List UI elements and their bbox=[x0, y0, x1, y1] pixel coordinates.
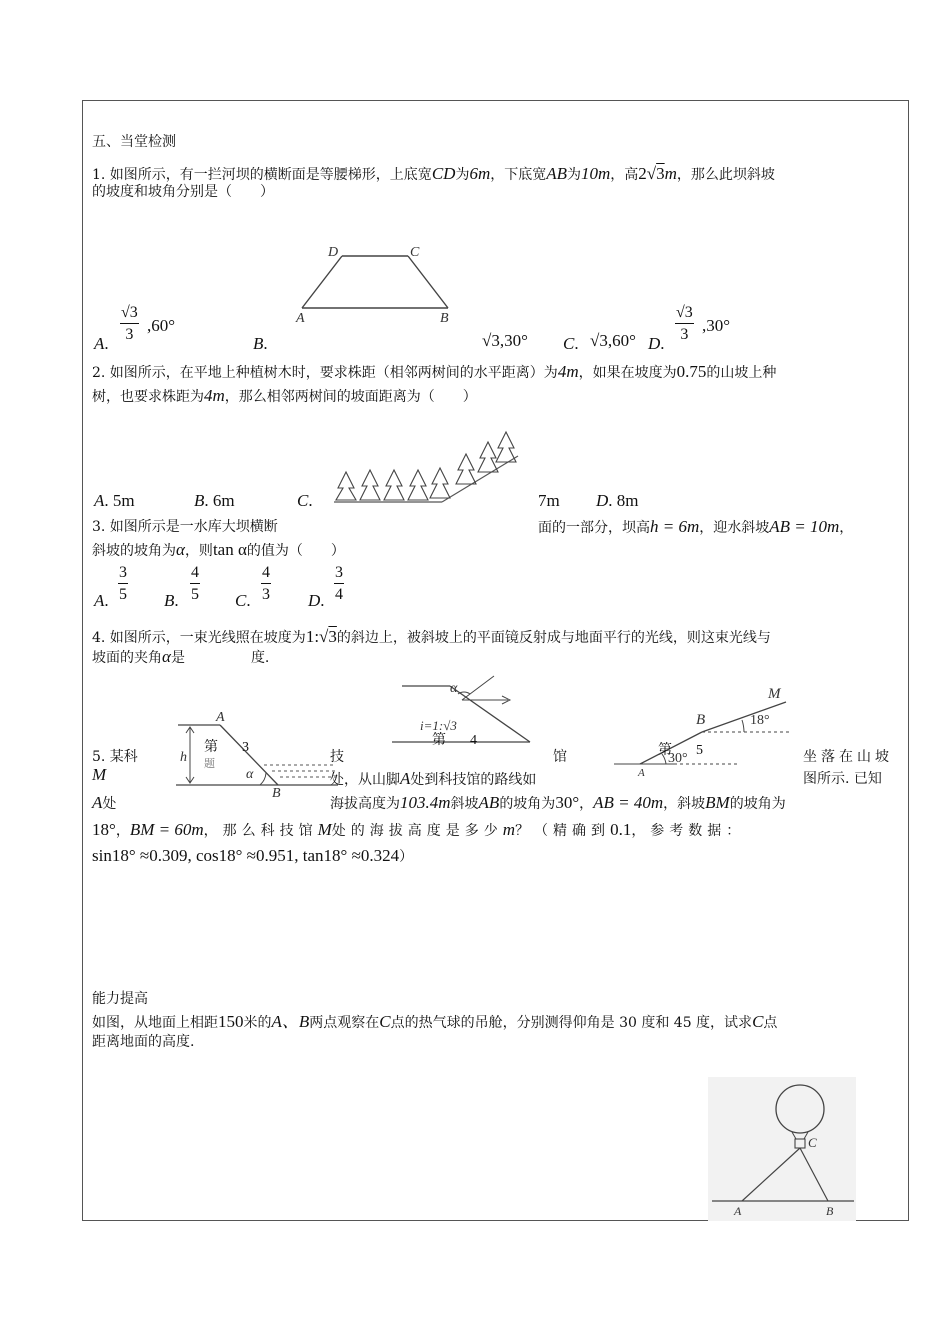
q1-line1: 1. 如图所示，有一拦河坝的横断面是等腰梯形，上底宽CD为6m，下底宽AB为10m，高2√3m，那么此坝斜坡 bbox=[92, 164, 775, 183]
q1-fig-label-b: B bbox=[440, 311, 449, 325]
figure-3-dam bbox=[168, 705, 340, 797]
q4-line2: 坡面的夹角α是 度. bbox=[92, 647, 270, 666]
fig5-label-18: 18° bbox=[750, 713, 770, 728]
q3-option-b-fraction: $\frac{4}{5}$ bbox=[191, 564, 199, 603]
q1-fig-label-a: A bbox=[296, 311, 305, 325]
q1-fig-label-d: D bbox=[328, 245, 339, 260]
q3-line1-right: 面的一部分，坝高h = 6m，迎水斜坡AB = 10m， bbox=[538, 517, 854, 536]
q2-option-c-label[interactable]: C. bbox=[297, 491, 313, 510]
q1-option-a-tail: ,60° bbox=[147, 316, 176, 335]
q5-ref-data: sin18° ≈0.309, cos18° ≈0.951, tan18° ≈0.324） bbox=[92, 846, 414, 865]
q2-ground-slope bbox=[442, 456, 518, 502]
q1-option-b-label[interactable]: B. bbox=[253, 334, 268, 353]
q5-zuoluo: 坐落在山坡 bbox=[803, 749, 893, 765]
q5-line2-right: 图所示. 已知 bbox=[803, 771, 882, 787]
fig3-caption-num: 3 bbox=[242, 740, 249, 755]
q2-line1: 2. 如图所示，在平地上种植树木时，要求株距（相邻两树间的水平距离）为4m，如果在坡度为0.75的山坡上种 bbox=[92, 362, 777, 381]
ability-line1: 如图，从地面上相距150米的A、B两点观察在C点的热气球的吊舱，分别测得仰角是 30 度和 45 度，试求C点 bbox=[92, 1012, 778, 1031]
fig5-caption-num: 5 bbox=[696, 743, 703, 758]
q5-a-chu: A处 bbox=[92, 793, 117, 812]
q1-fig-label-c: C bbox=[410, 245, 420, 260]
section-title: 五、当堂检测 bbox=[92, 134, 176, 150]
fig3-label-b: B bbox=[272, 786, 281, 797]
fig4-label-slope: i=1:√3 bbox=[420, 718, 457, 733]
fig3-label-h: h bbox=[180, 750, 187, 765]
q1-option-b-value: √3,30° bbox=[482, 331, 528, 350]
q5-m-label: M bbox=[92, 765, 107, 784]
fig4-caption: 第 bbox=[432, 733, 446, 748]
q3-option-b-label[interactable]: B. bbox=[164, 591, 179, 610]
q3-line1-left: 3. 如图所示是一水库大坝横断 bbox=[92, 519, 278, 535]
tree-icon bbox=[408, 470, 428, 500]
fig3-caption: 第 bbox=[204, 740, 218, 755]
q5-line3: 海拔高度为103.4m斜坡AB的坡角为30°，AB = 40m，斜坡BM的坡角为 bbox=[330, 793, 786, 812]
ability-title: 能力提高 bbox=[92, 991, 148, 1007]
tree-icon bbox=[496, 432, 516, 462]
q2-option-c-value: 7m bbox=[538, 491, 560, 510]
fig3-label-a: A bbox=[216, 710, 225, 725]
figure-5-slope bbox=[610, 684, 796, 778]
fig3-caption-ti: 题 bbox=[204, 758, 215, 770]
q2-option-a[interactable]: A. 5m bbox=[94, 491, 135, 510]
q5-line2: 处，从山脚A处到科技馆的路线如 bbox=[330, 769, 537, 788]
balloon-label-a: A bbox=[734, 1204, 742, 1218]
q1-line2: 的坡度和坡角分别是（ ） bbox=[92, 184, 274, 200]
tree-icon bbox=[360, 470, 380, 500]
tree-icon bbox=[478, 442, 498, 472]
fig5-label-30: 30° bbox=[668, 751, 688, 766]
q3-option-c-label[interactable]: C. bbox=[235, 591, 251, 610]
q3-option-a-label[interactable]: A. bbox=[94, 591, 109, 610]
balloon-label-c: C bbox=[808, 1135, 817, 1150]
q5-start: 5. 某科 bbox=[92, 749, 138, 765]
q3-line2: 斜坡的坡角为α，则tan α的值为（ ） bbox=[92, 540, 345, 559]
tree-icon bbox=[430, 468, 450, 498]
q2-option-b[interactable]: B. 6m bbox=[194, 491, 235, 510]
q1-trapezoid-figure bbox=[290, 240, 465, 325]
q4-line1: 4. 如图所示，一束光线照在坡度为1:√3的斜边上，被斜坡上的平面镜反射成与地面平行的光线，则这束光线与 bbox=[92, 627, 771, 646]
ability-line2: 距离地面的高度. bbox=[92, 1034, 195, 1050]
q1-option-a-fraction: $\frac{√3}{3}$ bbox=[121, 304, 138, 343]
q3-option-c-fraction: $\frac{4}{3}$ bbox=[262, 564, 270, 603]
q5-line4: 18°，BM = 60m，那么科技馆M处的海拔高度是多少m？（精确到0.1，参考数据： bbox=[92, 820, 746, 839]
fig4-caption-num: 4 bbox=[470, 733, 477, 748]
balloon-label-b: B bbox=[826, 1204, 834, 1218]
q2-option-d[interactable]: D. 8m bbox=[596, 491, 639, 510]
q5-ji: 技 bbox=[330, 749, 344, 765]
q1-trapezoid-right bbox=[408, 256, 448, 308]
fig5-label-a: A bbox=[638, 767, 645, 778]
fig5-label-m: M bbox=[768, 686, 781, 702]
q1-option-a-label[interactable]: A. bbox=[94, 334, 109, 353]
q1-option-c-label[interactable]: C. bbox=[563, 334, 579, 353]
fig4-label-alpha: α bbox=[450, 681, 458, 696]
fig3-label-alpha: α bbox=[246, 767, 254, 782]
fig5-label-b: B bbox=[696, 712, 706, 728]
tree-icon bbox=[336, 472, 356, 500]
q1-option-c-value: √3,60° bbox=[590, 331, 636, 350]
q1-option-d-fraction: $\frac{√3}{3}$ bbox=[676, 304, 693, 343]
tree-icon bbox=[456, 454, 476, 484]
q3-option-d-fraction: $\frac{3}{4}$ bbox=[335, 564, 343, 603]
q2-trees-figure bbox=[332, 428, 522, 508]
figure-4-light bbox=[390, 670, 570, 752]
q1-option-d-label[interactable]: D. bbox=[648, 334, 665, 353]
fig5-caption: 第 bbox=[658, 743, 672, 758]
q1-option-d-tail: ,30° bbox=[702, 316, 731, 335]
q2-line2: 树，也要求株距为4m，那么相邻两树间的坡面距离为（ ） bbox=[92, 386, 477, 405]
q1-trapezoid-left bbox=[302, 256, 342, 308]
balloon-figure bbox=[708, 1077, 856, 1221]
q3-option-a-fraction: $\frac{3}{5}$ bbox=[119, 564, 127, 603]
q5-guan: 馆 bbox=[553, 749, 567, 765]
q3-option-d-label[interactable]: D. bbox=[308, 591, 325, 610]
tree-icon bbox=[384, 470, 404, 500]
